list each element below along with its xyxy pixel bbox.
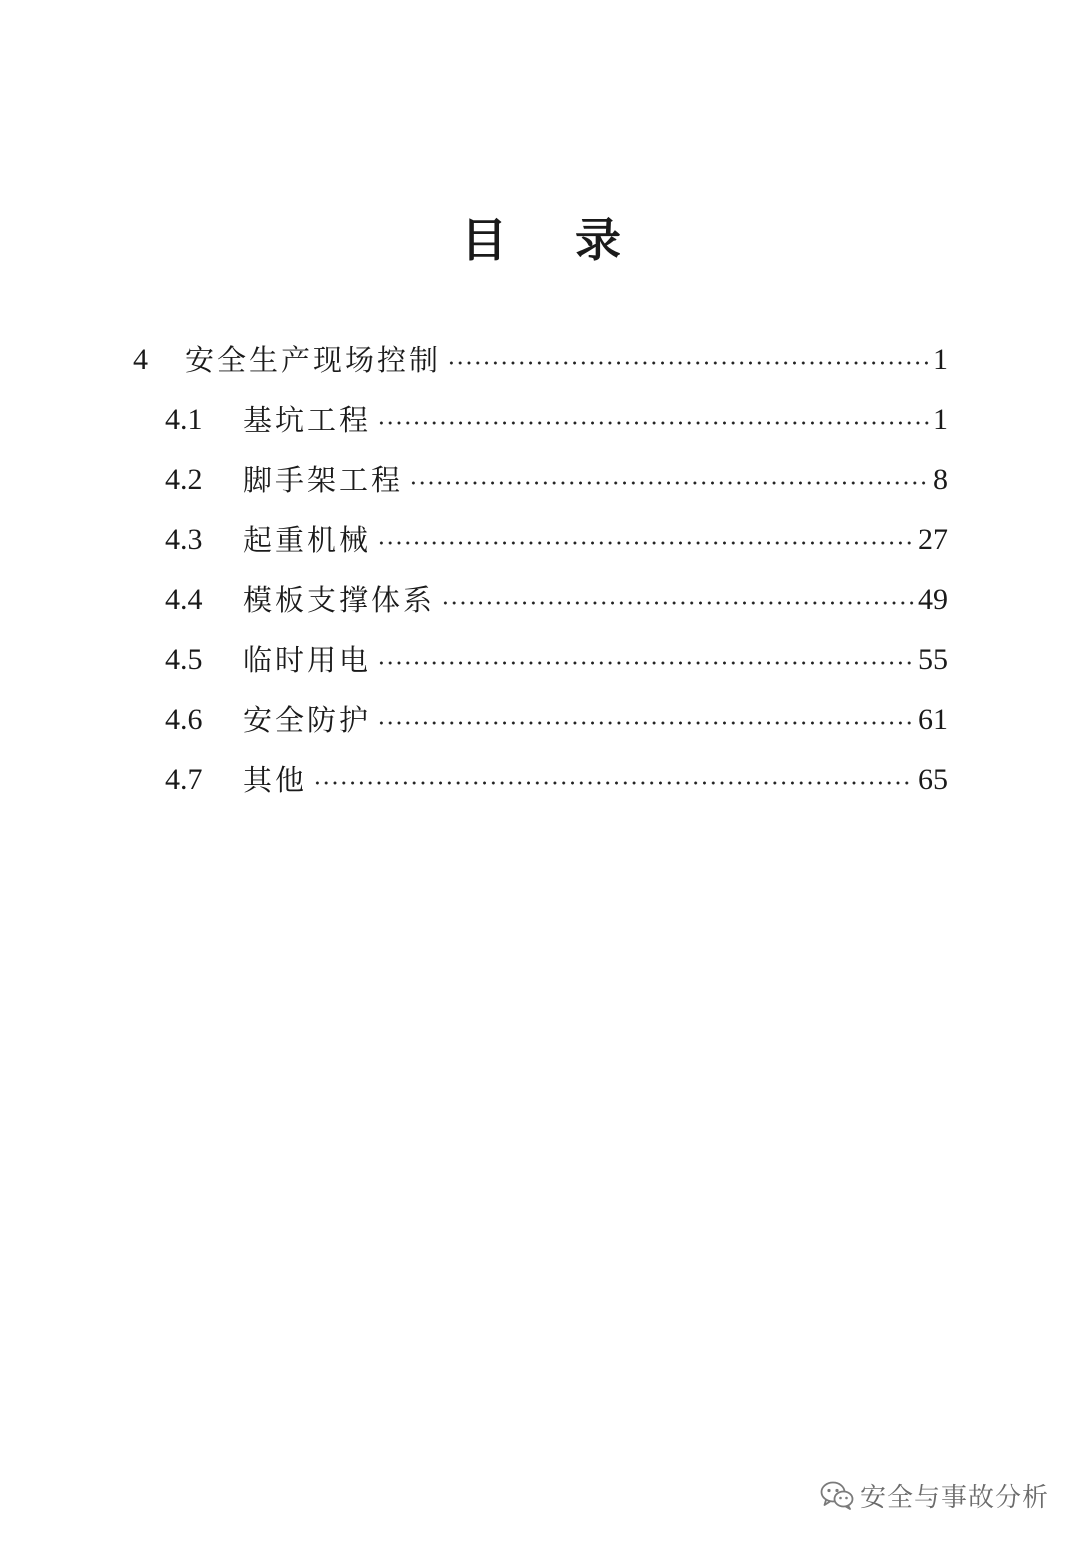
title-char-1: 目 <box>461 213 507 267</box>
toc-chapter-row[interactable] <box>133 330 948 390</box>
toc-leader-dots <box>377 421 929 425</box>
toc-section-page: 61 <box>918 703 948 736</box>
toc-section-label: 模板支撑体系 <box>243 583 436 617</box>
toc-section-row[interactable] <box>165 690 948 750</box>
toc-section-number: 4.2 <box>165 463 203 496</box>
toc-section-page: 8 <box>933 463 948 496</box>
toc-section-row[interactable] <box>165 450 948 510</box>
toc-section-page: 49 <box>918 583 948 616</box>
toc-section-page: 65 <box>918 763 948 796</box>
toc-leader-dots <box>313 781 914 785</box>
toc-section-label: 基坑工程 <box>243 403 372 437</box>
toc-section-row[interactable] <box>165 570 948 630</box>
toc-section-label: 临时用电 <box>243 643 372 677</box>
toc-leader-dots <box>377 541 914 545</box>
toc-leader-dots <box>409 481 929 485</box>
toc-section-row[interactable] <box>165 630 948 690</box>
title-char-2: 录 <box>575 213 621 267</box>
toc-section-row[interactable] <box>165 750 948 810</box>
toc-section-number: 4.7 <box>165 763 203 796</box>
toc-section-page: 27 <box>918 523 948 556</box>
toc-section-label: 起重机械 <box>243 523 372 557</box>
toc-chapter-number: 4 <box>133 343 148 376</box>
toc-section-label: 脚手架工程 <box>243 463 404 497</box>
toc-section-number: 4.3 <box>165 523 203 556</box>
toc-leader-dots <box>377 721 914 725</box>
toc-section-row[interactable] <box>165 510 948 570</box>
toc-leader-dots <box>441 601 914 605</box>
toc-section-number: 4.5 <box>165 643 203 676</box>
watermark-text: 安全与事故分析 <box>860 1482 1050 1513</box>
toc-section-number: 4.4 <box>165 583 203 616</box>
toc-section-label: 其他 <box>243 763 308 797</box>
wechat-icon <box>820 1480 854 1510</box>
watermark <box>820 1475 1049 1515</box>
toc-section-number: 4.6 <box>165 703 203 736</box>
toc-chapter-label: 安全生产现场控制 <box>185 343 442 377</box>
toc-leader-dots <box>447 361 929 365</box>
toc-chapter-page: 1 <box>933 343 948 376</box>
toc-section-page: 1 <box>933 403 948 436</box>
toc-section-row[interactable] <box>165 390 948 450</box>
page-title <box>0 205 1080 275</box>
toc-section-label: 安全防护 <box>243 703 372 737</box>
toc-section-number: 4.1 <box>165 403 203 436</box>
toc-section-page: 55 <box>918 643 948 676</box>
toc-leader-dots <box>377 661 914 665</box>
